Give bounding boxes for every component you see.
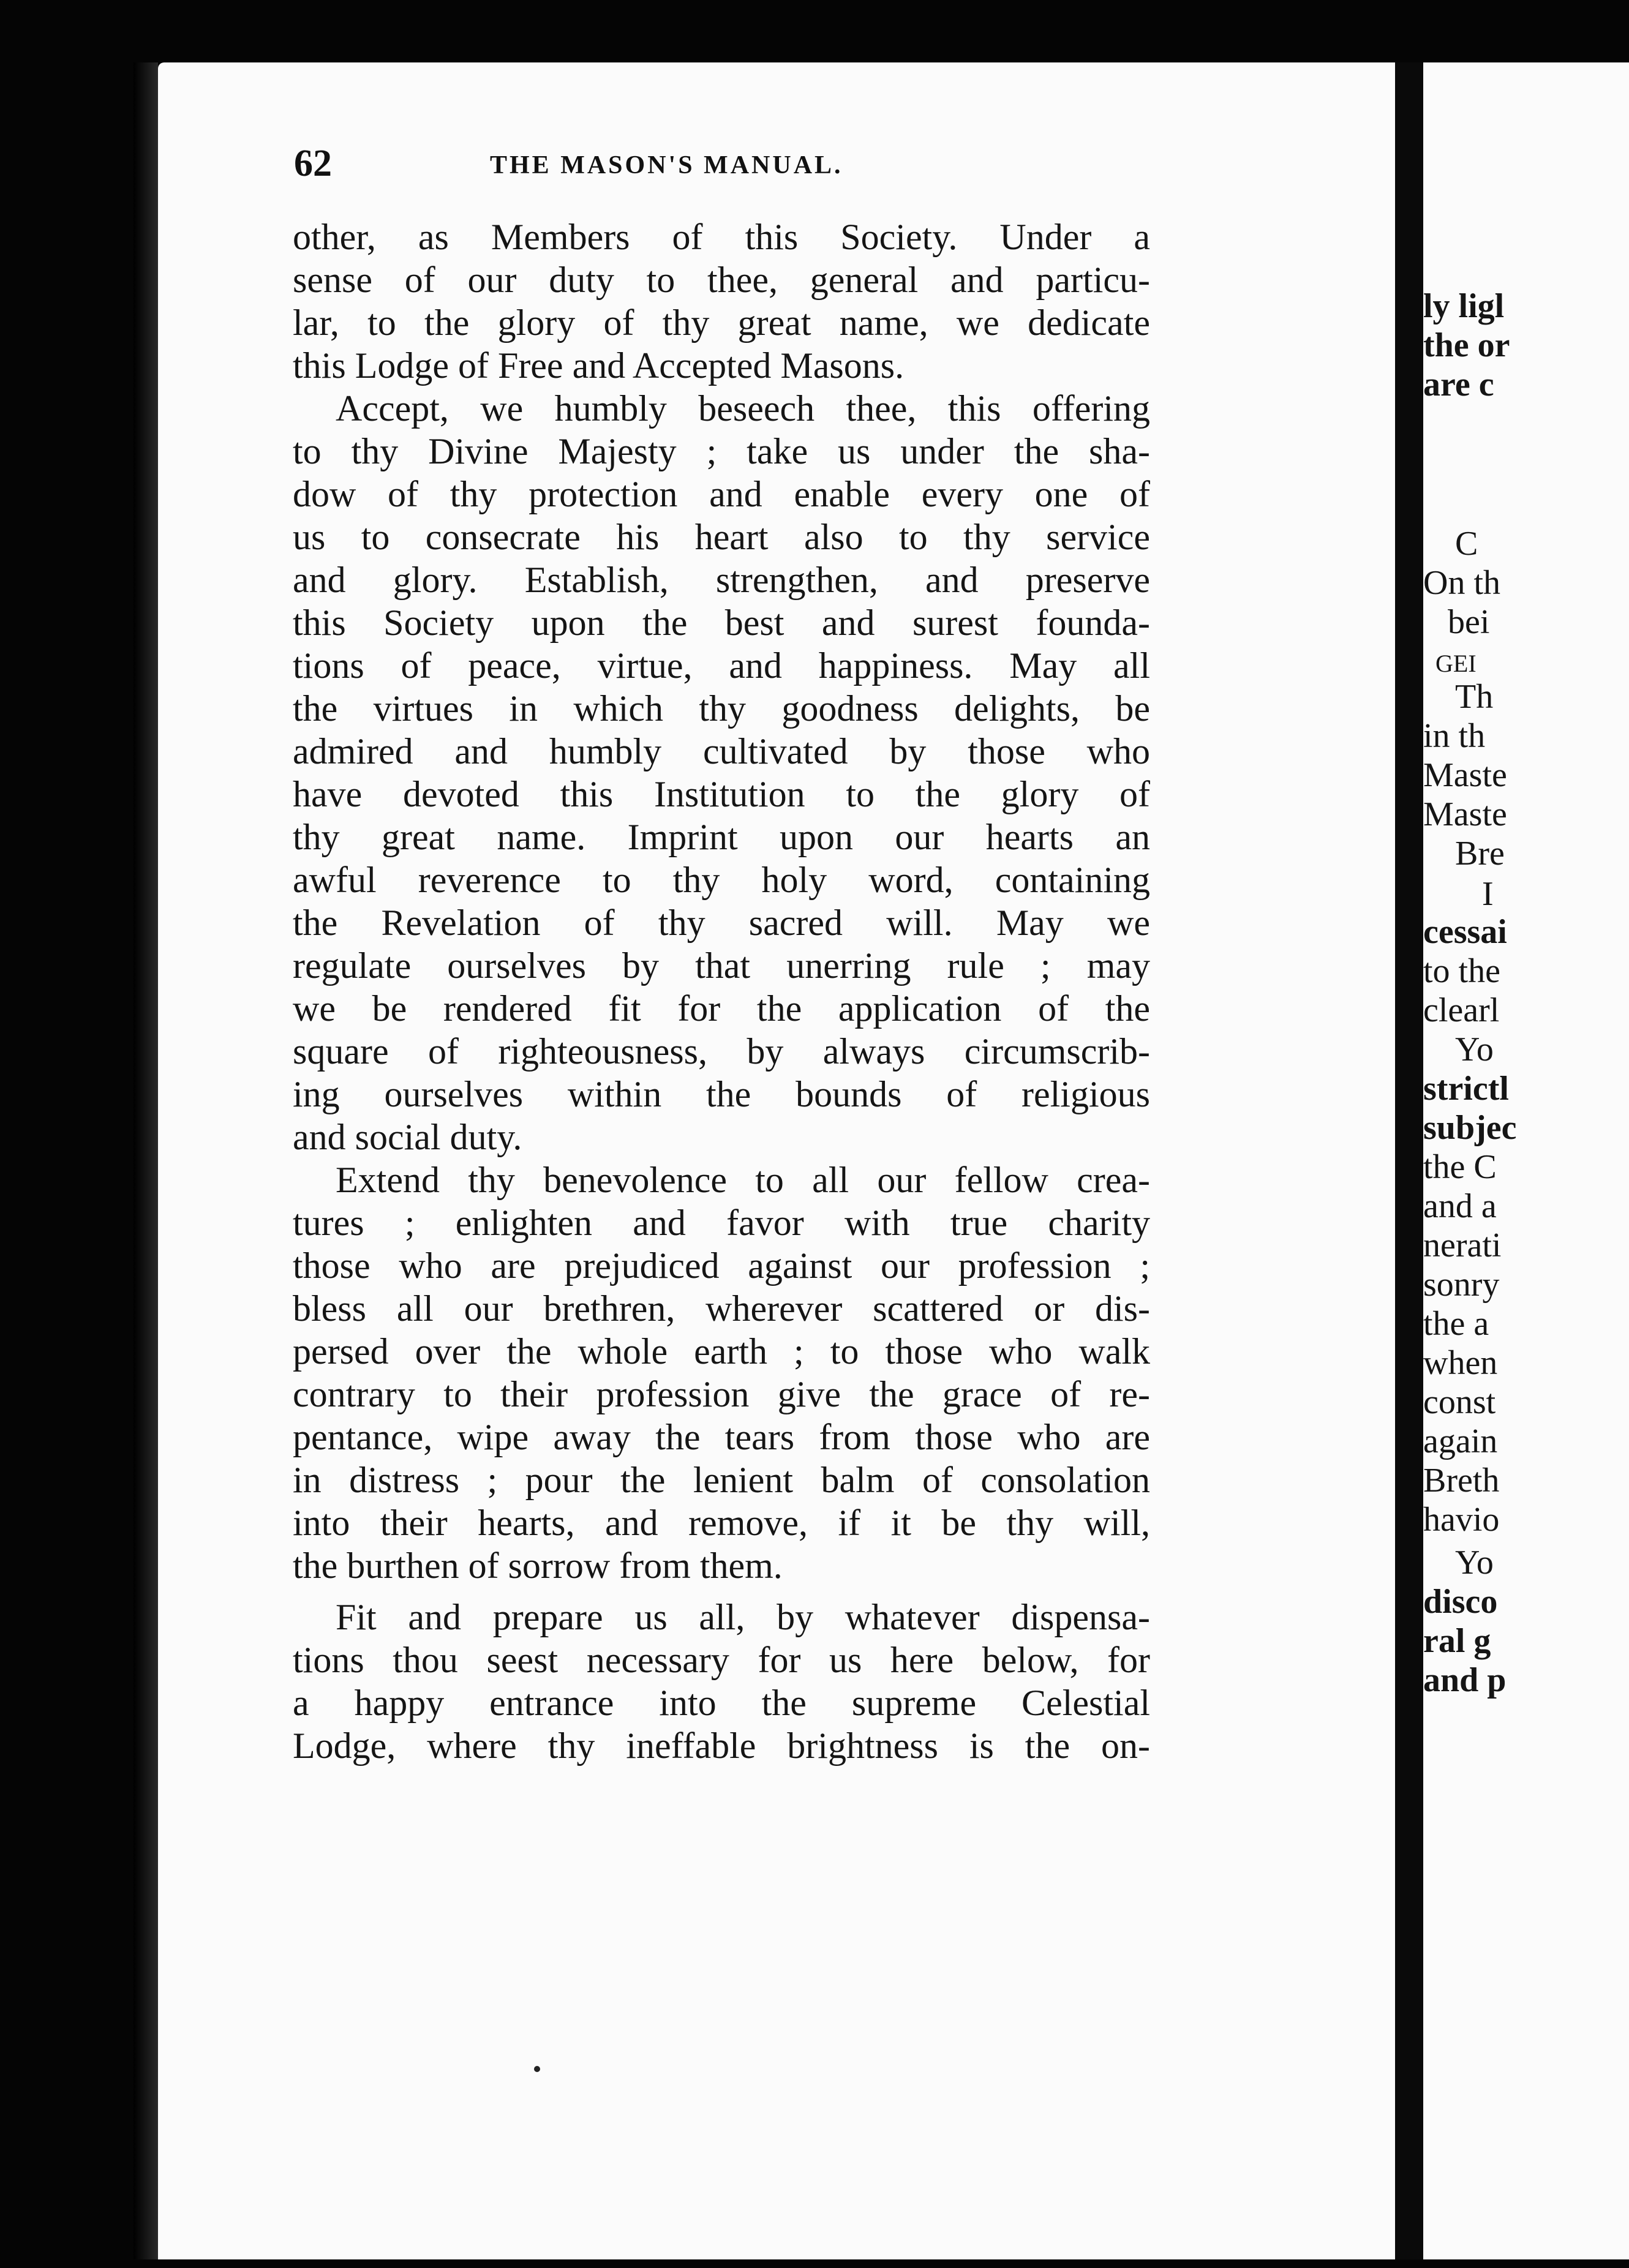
text-line: to thy Divine Majesty ; take us under the sha- [293,431,1150,471]
right-page-line: subjec [1423,1109,1517,1147]
text-line: this Society upon the best and surest founda- [293,603,1150,643]
right-page-line: Yo [1455,1031,1494,1068]
right-page-line: Th [1455,678,1494,716]
text-line: the burthen of sorrow from them. [293,1545,783,1586]
right-page-line: bei [1448,603,1490,641]
right-page-line: the a [1423,1305,1489,1343]
text-line: dow of thy protection and enable every one of [293,474,1150,514]
text-line: bless all our brethren, wherever scattered or dis- [293,1288,1150,1329]
right-page-line: C [1455,525,1478,563]
text-line: pentance, wipe away the tears from those who are [293,1417,1150,1457]
right-page-line: when [1423,1344,1498,1382]
running-head [294,142,1311,203]
text-line: us to consecrate his heart also to thy service [293,517,1150,557]
text-line: in distress ; pour the lenient balm of consolation [293,1460,1150,1500]
text-line: have devoted this Institution to the glory of [293,774,1150,814]
text-line: thy great name. Imprint upon our hearts an [293,817,1150,857]
text-line: a happy entrance into the supreme Celestial [293,1683,1150,1723]
text-line: square of righteousness, by always circumscrib- [293,1031,1150,1072]
right-page-line: Maste [1423,795,1507,833]
text-line: awful reverence to thy holy word, containing [293,860,1150,900]
right-page-line: I [1482,875,1494,913]
text-line: and social duty. [293,1117,522,1157]
right-page-line: Bre [1455,835,1505,873]
right-page-line: disco [1423,1583,1498,1621]
text-line: admired and humbly cultivated by those who [293,731,1150,772]
page-number: 62 [294,143,332,184]
right-page-line: On th [1423,564,1500,602]
text-line: sense of our duty to thee, general and particu- [293,260,1150,300]
right-page-line: sonry [1423,1266,1500,1304]
body-text [293,216,1150,1767]
text-line: tions of peace, virtue, and happiness. May all [293,645,1150,686]
text-line: into their hearts, and remove, if it be thy will, [293,1503,1150,1543]
text-line: ing ourselves within the bounds of religious [293,1074,1150,1114]
right-page-line: clearl [1423,991,1500,1029]
text-line: tures ; enlighten and favor with true charity [293,1203,1150,1243]
text-line: the virtues in which thy goodness delights, be [293,688,1150,729]
text-line: contrary to their profession give the grace of re- [293,1374,1150,1414]
text-line: Lodge, where thy ineffable brightness is the on- [293,1725,1150,1766]
right-page-line: Breth [1423,1462,1500,1500]
text-line: other, as Members of this Society. Under a [293,217,1150,257]
text-line: we be rendered fit for the application of the [293,988,1150,1029]
right-page-line: the C [1423,1148,1497,1186]
right-page-line: in th [1423,717,1486,755]
right-page-line: the or [1423,326,1510,364]
right-page-line: const [1423,1383,1496,1421]
text-line: regulate ourselves by that unerring rule ; may [293,945,1150,986]
right-page-line: again [1423,1422,1498,1460]
page-header: THE MASON'S MANUAL. [490,151,843,179]
right-page-line: strictl [1423,1070,1509,1108]
right-page-line: havio [1423,1501,1500,1539]
text-line: persed over the whole earth ; to those who walk [293,1331,1150,1372]
right-page-line: Yo [1455,1544,1494,1582]
text-line: tions thou seest necessary for us here below, for [293,1640,1150,1680]
right-page-line: ral g [1423,1622,1491,1660]
right-page-line: cessai [1423,913,1507,951]
ink-speck [534,2066,540,2072]
right-page-line: ly ligl [1423,287,1505,325]
text-line: those who are prejudiced against our profession ; [293,1245,1150,1286]
text-line: Fit and prepare us all, by whatever dispensa- [336,1597,1150,1637]
text-line: Accept, we humbly beseech thee, this offering [336,388,1150,429]
right-page-line: Maste [1423,756,1507,794]
right-page-line: are c [1423,366,1494,404]
right-page-line: and p [1423,1661,1507,1699]
text-line: and glory. Establish, strengthen, and preserve [293,560,1150,600]
text-line: the Revelation of thy sacred will. May we [293,903,1150,943]
right-page-line: to the [1423,952,1500,990]
text-line: Extend thy benevolence to all our fellow crea- [336,1160,1150,1200]
text-line: lar, to the glory of thy great name, we dedicate [293,302,1150,343]
right-page-line: nerati [1423,1226,1502,1264]
right-page-line: GEI [1435,650,1477,677]
right-page-line: and a [1423,1187,1497,1225]
page-gutter [1395,62,1423,2259]
text-line: this Lodge of Free and Accepted Masons. [293,345,905,386]
binding-shadow [134,62,158,2259]
